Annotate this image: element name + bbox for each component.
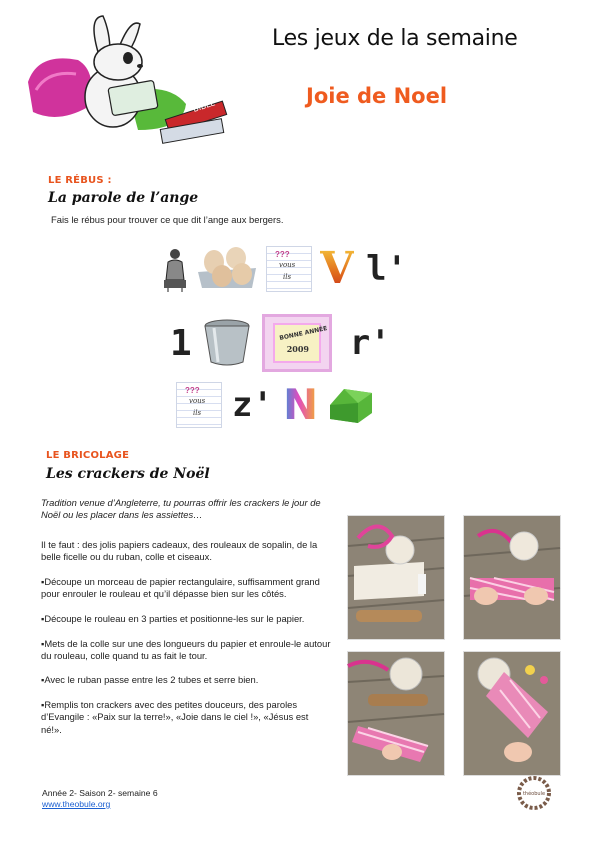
craft-intro: Tradition venue d’Angleterre, tu pourras offrir les crackers le jour de Noël ou les placer dans les assiettes… xyxy=(41,497,321,521)
rebus-letters-r: r' xyxy=(349,323,391,363)
big-letter-v: V xyxy=(320,243,355,294)
svg-text:théobule: théobule xyxy=(522,791,546,797)
note-card-vous-ils: ??? vous ils xyxy=(266,246,312,292)
footer-season-line: Année 2- Saison 2- semaine 6 xyxy=(42,788,158,798)
craft-step: Il te faut : des jolis papiers cadeaux, des rouleaux de sopalin, de la belle ficelle ou du ruban, colle et ciseaux. xyxy=(41,539,318,563)
rebus-row-2 xyxy=(170,314,391,372)
bible-label: BIBLE xyxy=(191,98,217,114)
footer xyxy=(42,788,158,810)
craft-title: Les crackers de Noël xyxy=(46,466,210,482)
grass-image xyxy=(328,385,374,425)
rebus-row-3 xyxy=(176,382,374,428)
new-year-card: BONNE ANNÉE 2009 xyxy=(262,314,332,372)
craft-step: ▪Avec le ruban passe entre les 2 tubes et serre bien. xyxy=(41,674,259,686)
big-letter-n: N xyxy=(282,380,319,429)
rebus-title: La parole de l’ange xyxy=(48,190,199,206)
craft-step: ▪Découpe un morceau de papier rectangulaire, suffisamment grand pour enrouler le rouleau et qu’il dépasse bien sur les côtés. xyxy=(41,575,320,600)
rebus-row-1 xyxy=(162,243,408,294)
craft-step: ▪Mets de la colle sur une des longueurs du papier et enroule-le autour du rouleau, colle quand tu as fait le tour. xyxy=(41,637,331,661)
rebus-tag: LE RÉBUS : xyxy=(48,175,112,186)
page-title: Les jeux de la semaine xyxy=(272,26,518,51)
craft-instructions xyxy=(41,539,331,748)
footer-website-link[interactable]: www.theobule.org xyxy=(42,799,111,809)
craft-photo-3 xyxy=(347,651,445,776)
page-subtitle: Joie de Noel xyxy=(306,84,448,108)
theobule-logo xyxy=(516,775,552,811)
craft-photo-4 xyxy=(463,651,561,776)
craft-photo-2 xyxy=(463,515,561,640)
craft-step: ▪Découpe le rouleau en 3 parties et positionne-les sur le papier. xyxy=(41,612,305,624)
eggs-image xyxy=(196,248,258,290)
rebus-number-1: 1 xyxy=(170,322,192,364)
craft-tag: LE BRICOLAGE xyxy=(46,450,130,461)
rebus-letters-z: z' xyxy=(232,385,273,425)
bucket-image xyxy=(202,318,252,368)
rebus-instruction: Fais le rébus pour trouver ce que dit l’ange aux bergers. xyxy=(51,214,284,225)
thinker-image xyxy=(162,246,188,292)
craft-photo-1 xyxy=(347,515,445,640)
rebus-letters-l: l' xyxy=(366,249,408,289)
mascot-illustration xyxy=(18,12,217,142)
craft-step: ▪Remplis ton crackers avec des petites douceurs, des paroles d’Evangile : «Paix sur la terre!», «Joie dans le ciel !», «Jésus est né!». xyxy=(41,699,309,735)
note-card-vous-ils-2: ??? vous ils xyxy=(176,382,222,428)
